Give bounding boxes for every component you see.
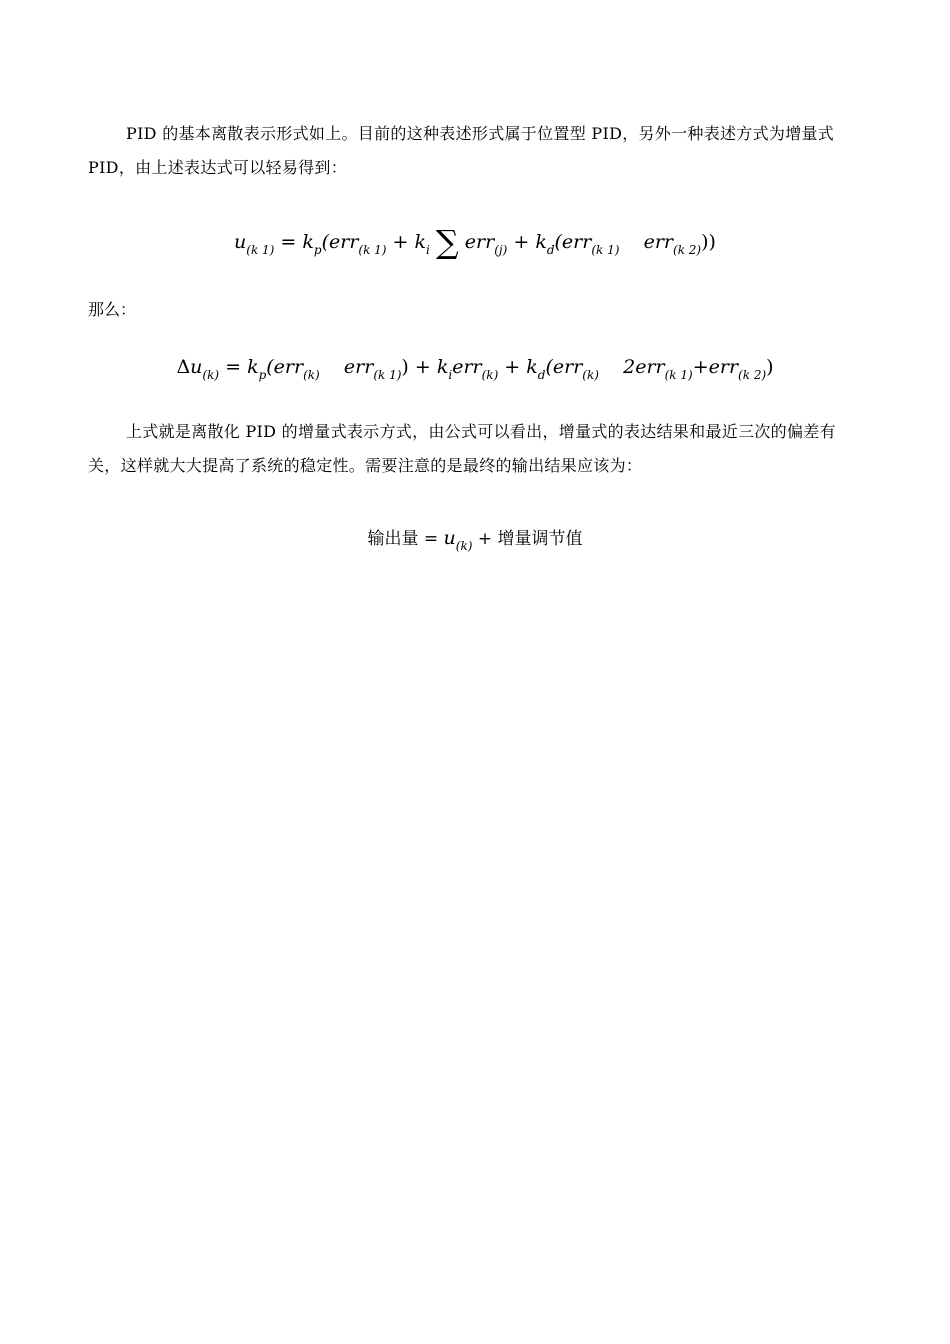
formula-term: k <box>247 356 259 378</box>
output-increment-label: 增量调节值 <box>497 529 583 549</box>
formula-operator: + <box>386 231 415 253</box>
formula-term: k <box>414 231 427 253</box>
formula-subscript: (k 2) <box>738 368 767 382</box>
formula-subscript: i <box>426 243 430 257</box>
formula-operator: = <box>219 356 248 378</box>
paragraph-intro: PID 的基本离散表示形式如上。目前的这种表述形式属于位置型 PID，另外一种表述方式为增量式 PID，由上述表达式可以轻易得到： <box>88 124 835 177</box>
formula-subscript: (k 1) <box>591 243 620 257</box>
formula-operator: + <box>498 356 527 378</box>
formula-operator: ) <box>766 356 774 378</box>
formula-operator: ) <box>401 356 409 378</box>
formula-subscript: d <box>537 368 546 382</box>
paragraph-then: 那么： <box>88 300 137 319</box>
formula-operator: + <box>408 356 437 378</box>
output-label: 输出量 <box>367 529 419 549</box>
formula-term: u <box>234 231 247 253</box>
formula-subscript: (k 1) <box>358 243 387 257</box>
formula-term: err <box>343 356 374 378</box>
formula-term: err <box>452 356 482 378</box>
formula-term: (err <box>266 356 304 378</box>
formula-term: k <box>535 231 547 253</box>
formula-subscript: (k 1) <box>246 243 275 257</box>
formula-term: k <box>302 231 314 253</box>
formula-term: k <box>436 356 449 378</box>
formula-subscript: (k) <box>303 368 320 382</box>
formula-term: u <box>443 527 456 549</box>
formula-subscript: p <box>258 368 267 382</box>
formula-term: 2err <box>623 356 665 378</box>
paragraph-explanation: 上式就是离散化 PID 的增量式表示方式，由公式可以看出，增量式的表达结果和最近三次的偏差有关，这样就大大提高了系统的稳定性。需要注意的是最终的输出结果应该为： <box>88 422 836 475</box>
formula-operator: + <box>507 231 536 253</box>
formula-subscript: i <box>448 368 453 382</box>
formula-term: (err <box>554 231 592 253</box>
summation-symbol: ∑ <box>435 223 459 261</box>
formula-subscript: (k) <box>202 368 220 382</box>
formula-operator: + <box>692 356 709 378</box>
formula-subscript: (k 1) <box>664 368 693 382</box>
formula-term: err <box>464 231 495 253</box>
formula-position-pid <box>0 223 950 261</box>
formula-operator: = <box>274 231 303 253</box>
formula-subscript: d <box>546 243 555 257</box>
formula-term: k <box>526 356 538 378</box>
formula-subscript: (k) <box>582 368 599 382</box>
formula-subscript: p <box>313 243 322 257</box>
output-formula <box>0 524 950 553</box>
formula-subscript: (k) <box>481 368 499 382</box>
formula-subscript: (k 2) <box>673 243 702 257</box>
formula-subscript: (j) <box>494 243 508 257</box>
formula-term: (err <box>321 231 359 253</box>
formula-subscript: (k) <box>455 539 473 553</box>
formula-term: err <box>708 356 739 378</box>
formula-operator: )) <box>701 231 716 253</box>
formula-operator: = <box>418 529 444 549</box>
formula-term: u <box>190 356 203 378</box>
formula-term: err <box>643 231 674 253</box>
formula-subscript: (k 1) <box>373 368 402 382</box>
formula-incremental-pid <box>0 356 950 382</box>
formula-operator: + <box>472 529 498 549</box>
formula-term: (err <box>545 356 583 378</box>
delta-symbol: Δ <box>176 356 191 378</box>
